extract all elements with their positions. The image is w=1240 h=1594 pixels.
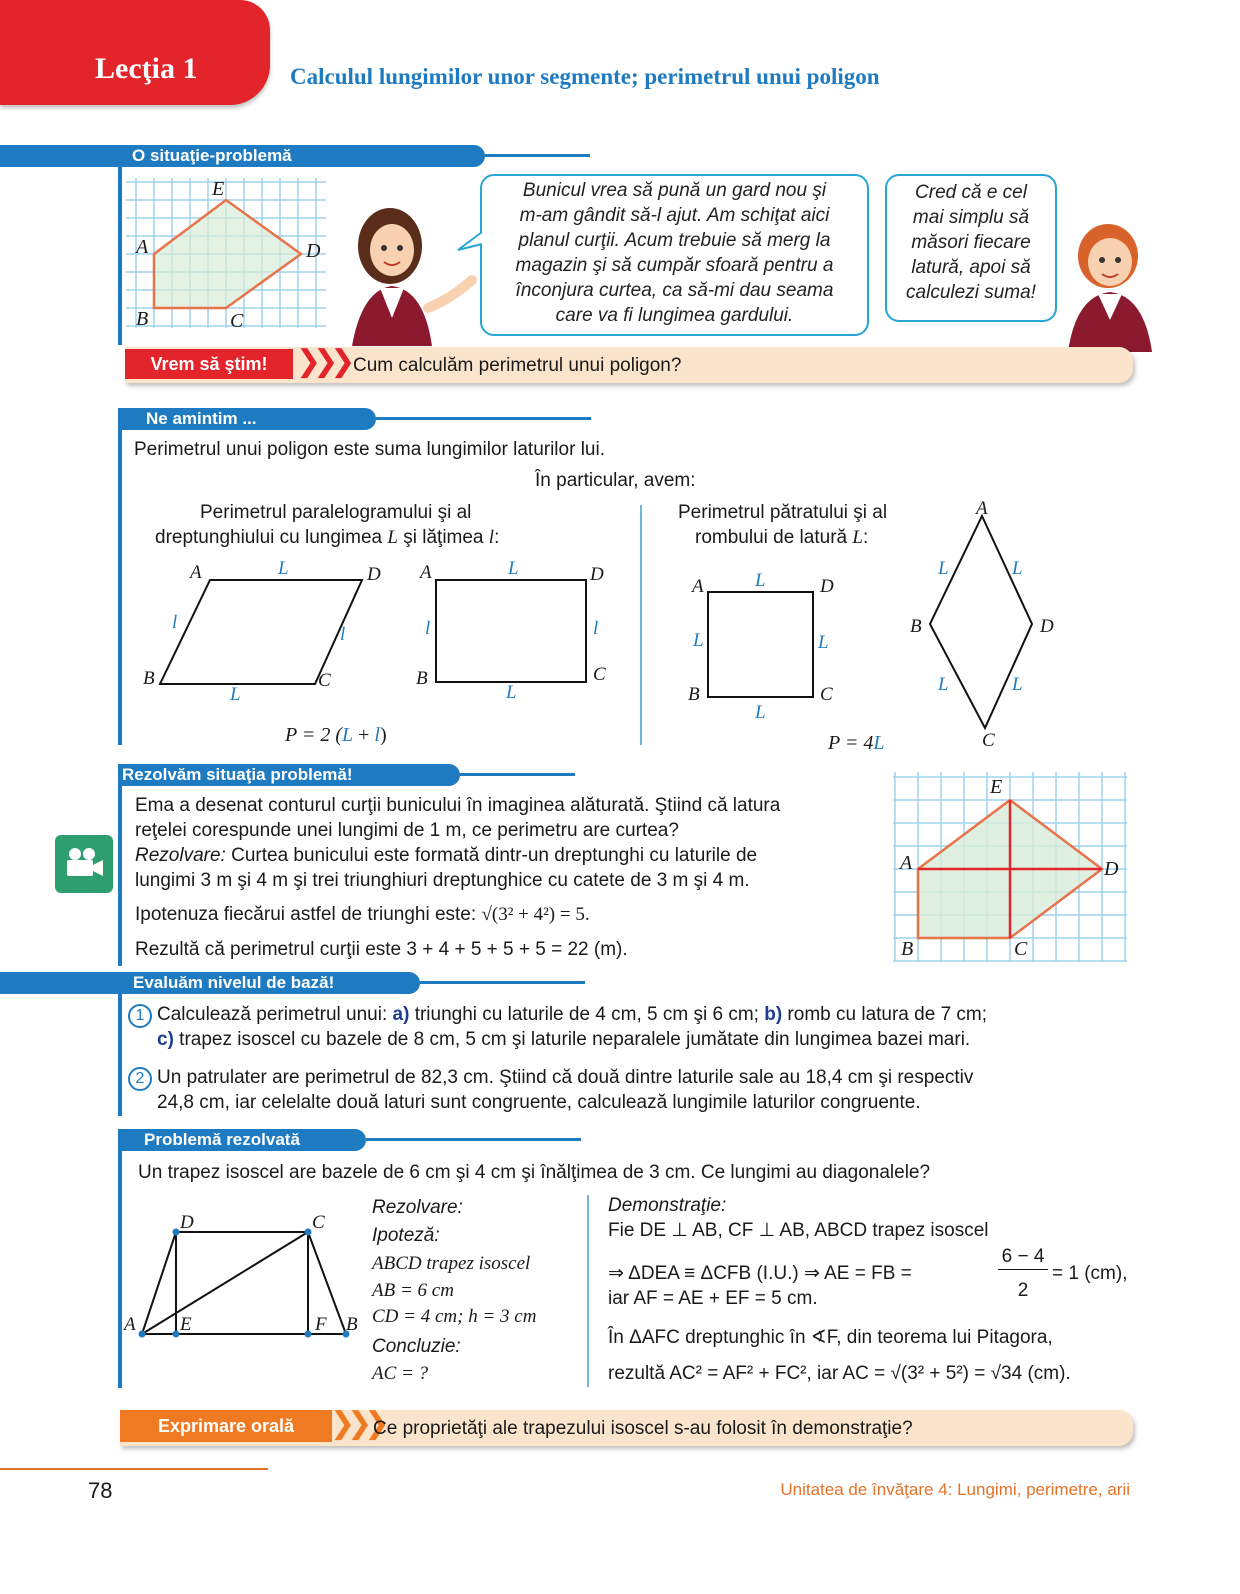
side-label-L: L — [508, 558, 519, 579]
hypothesis-line: CD = 4 cm; h = 3 cm — [372, 1306, 537, 1327]
square-label-A: A — [692, 576, 704, 597]
point-label-C: C — [230, 310, 244, 332]
yard-solution-grid — [893, 772, 1127, 964]
trapezoid-label-F: F — [315, 1314, 327, 1335]
speech-line: latură, apoi să — [911, 257, 1031, 278]
oral-tag: Exprimare orală — [120, 1410, 332, 1442]
trapezoid-label-D: D — [180, 1212, 194, 1233]
caption-var-l: l — [488, 527, 495, 548]
speech-line: calculezi suma! — [906, 282, 1036, 303]
solve-text: Curtea bunicului este formată dintr-un dreptunghi cu laturile de — [225, 845, 758, 866]
conclusion-line: AC = ? — [372, 1363, 429, 1384]
solve-text: Rezultă că perimetrul curţii este — [135, 939, 407, 960]
section-title: Evaluăm nivelul de bază! — [133, 973, 335, 992]
side-label-L: L — [938, 674, 949, 695]
unit-title: Unitatea de învăţare 4: Lungimi, perimetre, arii — [780, 1480, 1130, 1499]
hypotenuse-formula: √(3² + 4²) = 5. — [481, 904, 590, 925]
rhombus-label-B: B — [910, 616, 922, 637]
lesson-title: Calculul lungimilor unor segmente; perimetrul unui poligon — [290, 64, 880, 89]
oral-question: Ce proprietăţi ale trapezului isoscel s-au folosit în demonstraţie? — [373, 1418, 913, 1439]
divider — [485, 154, 590, 157]
proof-line: Fie DE ⊥ AB, CF ⊥ AB, ABCD trapez isoscel — [608, 1220, 989, 1241]
solve-line3 — [135, 843, 757, 868]
exercise-1-line2 — [157, 1027, 970, 1052]
square-label-B: B — [688, 684, 700, 705]
exercise-1-line1 — [157, 1002, 987, 1027]
subpoint-label: a) — [392, 1004, 410, 1025]
fraction-denominator: 2 — [1017, 1280, 1029, 1301]
point-label-B: B — [901, 938, 914, 960]
concluzie-label: Concluzie: — [372, 1336, 461, 1357]
section-rule — [118, 786, 122, 966]
exercise-2-line1: Un patrulater are perimetrul de 82,3 cm. Ştiind că două dintre laturile sale au 18,4 cm şi respectiv — [157, 1067, 974, 1088]
lesson-label: Lecţia 1 — [95, 52, 198, 85]
chevron-right-icon: ❯❯❯ — [296, 345, 348, 378]
formula-var-L: L — [342, 724, 354, 746]
speech-line: m-am gândit să-l ajut. Am schiţat aici — [519, 205, 830, 226]
right-caption-line1: Perimetrul pătratului şi al — [678, 502, 888, 523]
rectangle-label-C: C — [593, 664, 606, 685]
point-label-E: E — [212, 178, 225, 200]
speech-line: măsori fiecare — [911, 232, 1031, 253]
exercise-text: romb cu latura de 7 cm; — [782, 1004, 988, 1025]
side-label-l: l — [593, 618, 599, 639]
point-label-A: A — [136, 236, 149, 258]
question-tag: Vrem să ştim! — [125, 349, 293, 379]
trapezoid-label-E: E — [180, 1314, 192, 1335]
perimeter-formula: 3 + 4 + 5 + 5 + 5 = 22 (m). — [406, 939, 628, 960]
page-number: 78 — [88, 1478, 113, 1503]
section-rule — [118, 1151, 122, 1388]
speech-line: înconjura curtea, ca să-mi dau seama — [515, 280, 834, 301]
proof-line: rezultă AC² = AF² + FC², iar AC = √(3² + 5²) = √34 (cm). — [608, 1363, 1071, 1384]
formula-var-l: l — [374, 724, 380, 746]
caption-text: rombului de latură — [695, 527, 853, 548]
rezolvare-label: Rezolvare: — [135, 845, 226, 866]
column-separator — [640, 505, 642, 745]
solved-statement: Un trapez isoscel are bazele de 6 cm şi 4 cm şi înălţimea de 3 cm. Ce lungimi au diagonalele? — [138, 1162, 931, 1183]
speech-line: planul curţii. Acum trebuie să merg la — [518, 230, 831, 251]
rhombus-label-D: D — [1040, 616, 1054, 637]
section-title: Problemă rezolvată — [144, 1130, 300, 1149]
solve-line4: lungimi 3 m şi 4 m şi trei triunghiuri dreptunghice cu catete de 3 m şi 4 m. — [135, 870, 750, 891]
particular-text: În particular, avem: — [535, 470, 696, 491]
square-rhombus-figures — [690, 492, 1070, 752]
ipoteza-label: Ipoteză: — [372, 1225, 440, 1246]
section-title: Ne amintim ... — [146, 409, 257, 428]
solve-text: Ipotenuza fiecărui astfel de triunghi este: — [135, 904, 482, 925]
side-label-L: L — [693, 630, 704, 651]
section-header-evaluate — [0, 972, 420, 994]
section-header-solved — [118, 1129, 366, 1151]
column-separator — [587, 1195, 589, 1387]
formula-text: P = 4 — [828, 732, 874, 754]
side-label-L: L — [230, 684, 241, 705]
parallelogram-label-D: D — [367, 564, 381, 585]
solve-line2: reţelei corespunde unei lungimi de 1 m, ce perimetru are curtea? — [135, 820, 679, 841]
section-rule — [118, 167, 122, 345]
trapezoid-figure — [128, 1210, 368, 1350]
section-rule — [118, 430, 122, 745]
side-label-L: L — [938, 558, 949, 579]
point-label-A: A — [900, 852, 913, 874]
divider — [366, 1138, 581, 1141]
point-label-E: E — [990, 776, 1003, 798]
hypothesis-line: ABCD trapez isoscel — [372, 1253, 531, 1274]
section-title: Rezolvăm situaţia problemă! — [122, 765, 353, 784]
speech-line: Bunicul vrea să pună un gard nou şi — [522, 180, 827, 201]
subpoint-label: b) — [764, 1004, 783, 1025]
proof-line: iar AF = AE + EF = 5 cm. — [608, 1288, 818, 1309]
section-header-recall — [118, 408, 376, 430]
exercise-2-line2: 24,8 cm, iar celelalte două laturi sunt congruente, calculează lungimile laturilor congruente. — [157, 1092, 921, 1113]
demonstratie-label: Demonstraţie: — [608, 1195, 727, 1216]
caption-text: şi lăţimea — [397, 527, 489, 548]
section-header-situation — [0, 145, 485, 167]
point-label-D: D — [1104, 858, 1119, 880]
proof-line: ⇒ ΔDEA ≡ ΔCFB (I.U.) ⇒ AE = FB = — [608, 1263, 912, 1284]
proof-line: = 1 (cm), — [1052, 1263, 1128, 1284]
speech-line: mai simplu să — [912, 207, 1030, 228]
solve-line6 — [135, 937, 628, 962]
yard-grid-figure — [126, 178, 332, 330]
fraction-numerator: 6 − 4 — [998, 1244, 1048, 1270]
parallelogram-label-C: C — [318, 670, 331, 691]
divider — [376, 417, 591, 420]
side-label-l: l — [172, 612, 178, 633]
parallelogram-label-B: B — [143, 668, 155, 689]
bubble-tail — [456, 230, 484, 252]
solve-line5 — [135, 902, 590, 927]
rectangle-label-B: B — [416, 668, 428, 689]
square-label-D: D — [820, 576, 834, 597]
point-label-D: D — [306, 240, 321, 262]
boy-speech-bubble — [885, 174, 1057, 322]
left-caption-line2 — [155, 525, 499, 550]
parallelogram-label-A: A — [190, 562, 202, 583]
perimeter-definition: Perimetrul unui poligon este suma lungimilor laturilor lui. — [134, 439, 605, 460]
rhombus-label-C: C — [982, 730, 995, 751]
chevron-right-icon: ❯❯❯ — [330, 1407, 382, 1440]
square-label-C: C — [820, 684, 833, 705]
trapezoid-label-C: C — [312, 1212, 325, 1233]
exercise-text: triunghi cu laturile de 4 cm, 5 cm şi 6 cm; — [409, 1004, 765, 1025]
rhombus-label-A: A — [976, 498, 988, 519]
section-rule — [118, 994, 122, 1116]
formula-text: ) — [379, 724, 387, 746]
side-label-L: L — [1012, 558, 1023, 579]
hypothesis-line: AB = 6 cm — [372, 1280, 454, 1301]
exercise-text: Calculează perimetrul unui: — [157, 1004, 393, 1025]
side-label-L: L — [755, 570, 766, 591]
left-caption-line1: Perimetrul paralelogramului şi al — [200, 502, 472, 523]
girl-speech-bubble — [480, 174, 869, 336]
speech-line: magazin şi să cumpăr sfoară pentru a — [515, 255, 834, 276]
formula-square — [828, 732, 884, 755]
proof-line: În ΔAFC dreptunghic în ∢F, din teorema lui Pitagora, — [608, 1327, 1053, 1348]
side-label-L: L — [278, 558, 289, 579]
girl-illustration — [332, 198, 482, 346]
formula-text: P = 2 ( — [285, 724, 343, 746]
rezolvare-label: Rezolvare: — [372, 1197, 463, 1218]
caption-text: dreptunghiului cu lungimea — [155, 527, 388, 548]
speech-line: Cred că e cel — [915, 182, 1027, 203]
divider — [420, 981, 585, 984]
caption-var-L: L — [387, 527, 398, 548]
side-label-L: L — [818, 632, 829, 653]
caption-text: : — [862, 527, 869, 548]
footer-rule — [0, 1468, 268, 1470]
point-label-C: C — [1014, 938, 1028, 960]
exercise-number: 2 — [128, 1067, 152, 1091]
exercise-text: trapez isoscel cu bazele de 8 cm, 5 cm şi laturile neparalele jumătate din lungimea bazei mari. — [173, 1029, 971, 1050]
side-label-L: L — [755, 702, 766, 723]
point-label-B: B — [136, 308, 149, 330]
rectangle-label-D: D — [590, 564, 604, 585]
caption-text: : — [494, 527, 500, 548]
side-label-L: L — [506, 682, 517, 703]
side-label-l: l — [425, 618, 431, 639]
subpoint-label: c) — [157, 1029, 174, 1050]
trapezoid-label-A: A — [124, 1314, 136, 1335]
speech-line: care va fi lungimea gardului. — [555, 305, 794, 326]
formula-parallelogram — [285, 724, 387, 747]
trapezoid-label-B: B — [346, 1314, 358, 1335]
section-title: O situaţie-problemă — [132, 146, 292, 165]
side-label-l: l — [340, 624, 346, 645]
question-text: Cum calculăm perimetrul unui poligon? — [353, 355, 682, 376]
boy-illustration — [1058, 216, 1158, 352]
rectangle-label-A: A — [420, 562, 432, 583]
caption-var-L: L — [852, 527, 863, 548]
side-label-L: L — [1012, 674, 1023, 695]
solve-line1: Ema a desenat conturul curţii bunicului în imaginea alăturată. Ştiind că latura — [135, 795, 781, 816]
video-camera-icon[interactable] — [55, 835, 113, 893]
formula-text: + — [353, 724, 375, 746]
section-header-solve — [118, 764, 460, 786]
exercise-number: 1 — [128, 1004, 152, 1028]
formula-var-L: L — [873, 732, 885, 754]
divider — [460, 773, 575, 776]
